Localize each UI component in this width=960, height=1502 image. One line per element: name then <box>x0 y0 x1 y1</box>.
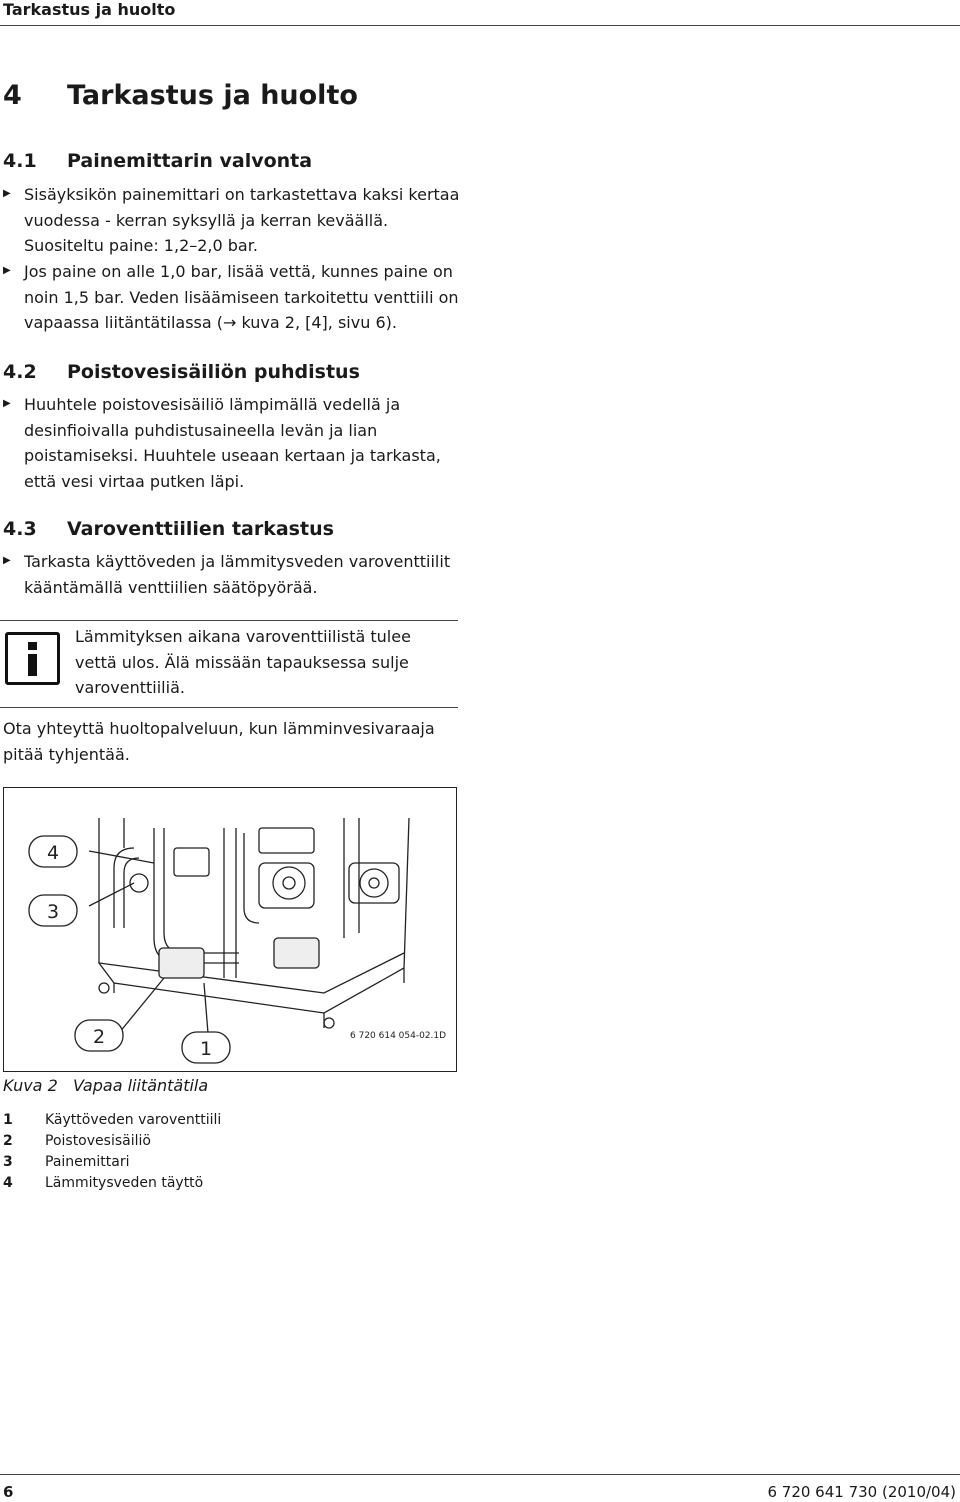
chapter-number: 4 <box>3 80 22 111</box>
callout-2: 2 <box>92 1026 106 1048</box>
text-line: poistamiseksi. Huuhtele useaan kertaan ja tarkasta, <box>24 446 441 465</box>
legend-item <box>3 1133 151 1149</box>
chapter-title-text: Tarkastus ja huolto <box>67 80 358 111</box>
section-number: 4.2 <box>3 361 37 383</box>
text-line: vuodessa - kerran syksyllä ja kerran keväällä. <box>24 210 389 230</box>
text-line: vettä ulos. Älä missään tapauksessa sulje <box>75 652 409 672</box>
callout-3: 3 <box>46 901 60 923</box>
figure-caption-text: Vapaa liitäntätila <box>73 1076 209 1095</box>
text-line: Lämmityksen aikana varoventtiilistä tulee <box>75 627 411 646</box>
text-line: Tarkasta käyttöveden ja lämmitysveden varoventtiilit <box>24 552 451 571</box>
paragraph-4-1-a <box>24 182 464 259</box>
callout-1: 1 <box>199 1038 213 1060</box>
bullet-triangle-icon: ▶ <box>3 398 11 409</box>
document-code: 6 720 641 730 (2010/04) <box>767 1483 956 1501</box>
legend-item <box>3 1154 130 1170</box>
text-line: desinfioivalla puhdistusaineella levän ja lian <box>24 420 378 440</box>
legend-number: 3 <box>3 1154 13 1170</box>
running-header: Tarkastus ja huolto <box>3 0 176 19</box>
legend-text: Lämmitysveden täyttö <box>45 1175 204 1191</box>
bullet-triangle-icon: ▶ <box>3 265 11 276</box>
connection-space-illustration <box>4 788 456 1071</box>
paragraph-4-1-b <box>24 259 464 336</box>
footer-rule <box>0 1474 960 1475</box>
figure-caption-label: Kuva 2 <box>3 1076 58 1095</box>
legend-text: Käyttöveden varoventtiili <box>45 1112 222 1128</box>
note-rule-bottom <box>0 707 458 708</box>
section-heading-4-2 <box>3 361 360 383</box>
text-line: vapaassa liitäntätilassa (→ kuva 2, [4], sivu 6). <box>24 313 397 332</box>
figure-connection-space <box>3 787 457 1072</box>
note-text <box>75 624 455 701</box>
section-number: 4.3 <box>3 518 37 540</box>
section-title: Painemittarin valvonta <box>67 150 313 172</box>
legend-number: 4 <box>3 1175 13 1191</box>
text-line: Jos paine on alle 1,0 bar, lisää vettä, kunnes paine on <box>24 262 453 281</box>
text-line: Huuhtele poistovesisäiliö lämpimällä vedellä ja <box>24 395 401 414</box>
header-rule <box>0 25 960 26</box>
page-number: 6 <box>3 1483 14 1501</box>
legend-text: Poistovesisäiliö <box>45 1133 151 1149</box>
section-title: Poistovesisäiliön puhdistus <box>67 361 360 383</box>
section-title: Varoventtiilien tarkastus <box>67 518 334 540</box>
text-line: Suositeltu paine: 1,2–2,0 bar. <box>24 236 258 255</box>
bullet-triangle-icon: ▶ <box>3 188 11 199</box>
legend-item <box>3 1175 203 1191</box>
text-line: noin 1,5 bar. Veden lisäämiseen tarkoitettu venttiili on <box>24 287 459 307</box>
legend-number: 1 <box>3 1112 13 1128</box>
section-heading-4-1 <box>3 150 312 172</box>
text-line: pitää tyhjentää. <box>3 744 130 764</box>
callout-4: 4 <box>46 842 60 864</box>
legend-number: 2 <box>3 1133 13 1149</box>
text-line: Ota yhteyttä huoltopalveluun, kun lämminvesivaraaja <box>3 719 435 738</box>
text-line: että vesi virtaa putken läpi. <box>24 471 245 491</box>
paragraph-4-2 <box>24 392 464 494</box>
info-icon <box>5 632 60 685</box>
legend-item <box>3 1112 221 1128</box>
chapter-title <box>3 80 358 111</box>
text-line: varoventtiiliä. <box>75 678 185 697</box>
section-number: 4.1 <box>3 150 37 172</box>
note-rule-top <box>0 620 458 621</box>
section-heading-4-3 <box>3 518 334 540</box>
text-line: kääntämällä venttiilien säätöpyörää. <box>24 577 318 597</box>
figure-caption <box>3 1076 208 1095</box>
paragraph-after-note <box>3 716 463 767</box>
text-line: Sisäyksikön painemittari on tarkastettava kaksi kertaa <box>24 185 460 204</box>
bullet-triangle-icon: ▶ <box>3 555 11 566</box>
figure-code: 6 720 614 054-02.1D <box>350 1031 447 1041</box>
paragraph-4-3 <box>24 549 464 600</box>
legend-text: Painemittari <box>45 1154 130 1170</box>
